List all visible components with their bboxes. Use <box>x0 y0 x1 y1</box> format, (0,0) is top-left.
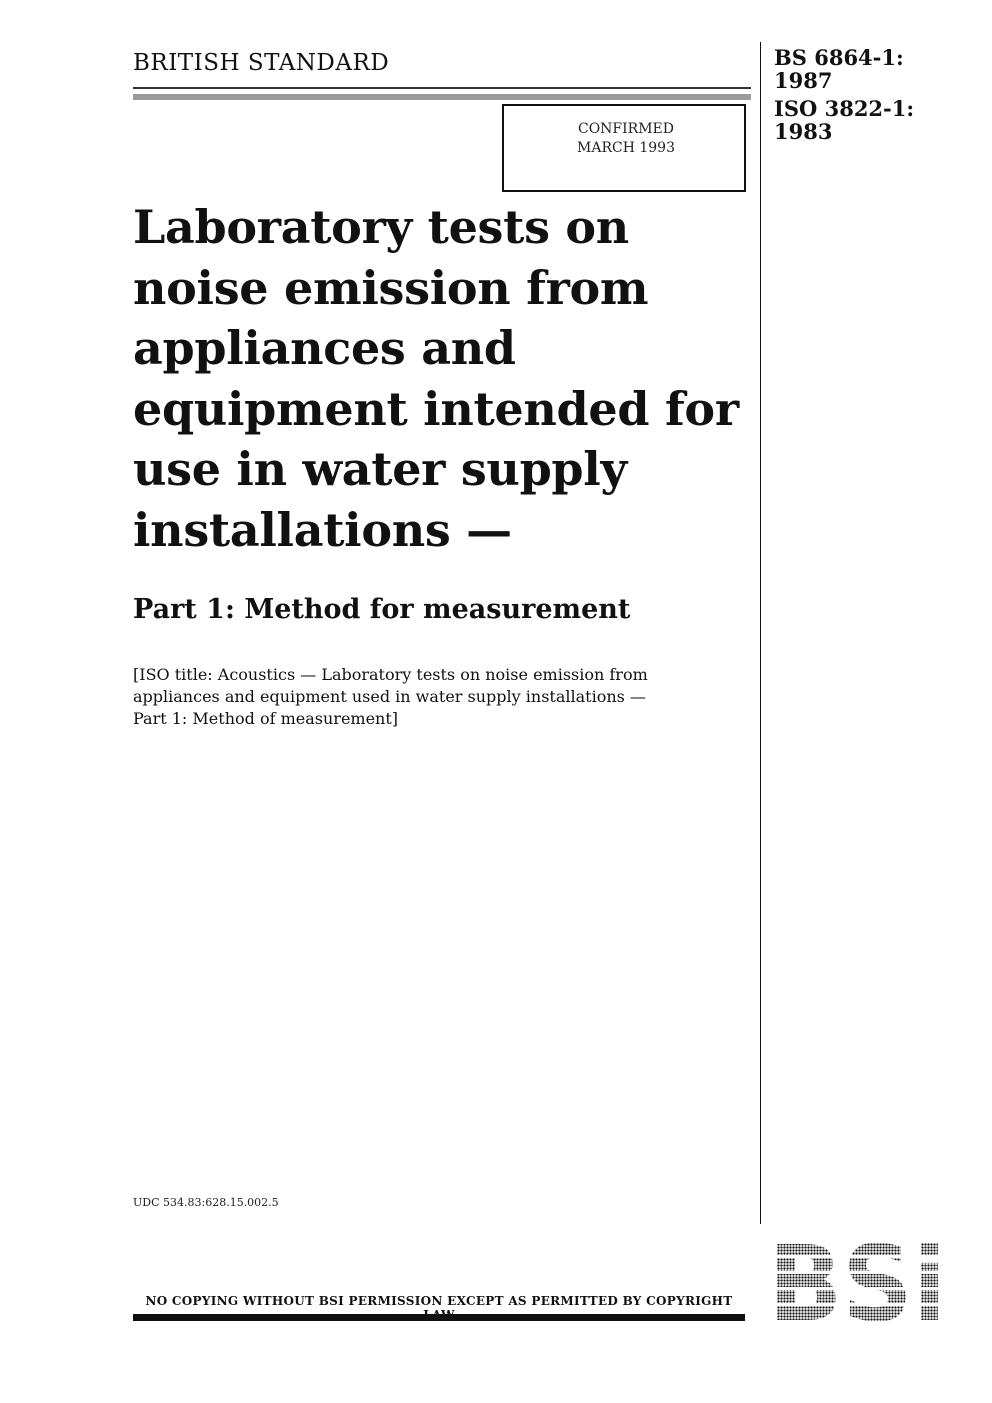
iso-title-line: Part 1: Method of measurement] <box>133 709 399 728</box>
iso-title-line: appliances and equipment used in water supply installations — <box>133 687 646 706</box>
iso-title-line: [ISO title: Acoustics — Laboratory tests on noise emission from <box>133 665 648 684</box>
copyright-notice: NO COPYING WITHOUT BSI PERMISSION EXCEPT AS PERMITTED BY COPYRIGHT <box>145 1294 733 1308</box>
main-title <box>133 197 760 560</box>
title-line: Laboratory tests on <box>133 200 629 254</box>
bs-number: BS 6864-1: <box>774 45 904 70</box>
iso-year: 1983 <box>774 119 833 144</box>
header-rule-thin <box>133 87 751 89</box>
column-divider <box>760 42 761 1224</box>
bsi-logo-icon <box>768 1243 946 1323</box>
bs-year: 1987 <box>774 68 833 93</box>
iso-title <box>133 664 753 730</box>
title-line: appliances and <box>133 321 516 375</box>
part-title: Part 1: Method for measurement <box>133 594 631 625</box>
confirmed-stamp <box>502 120 750 158</box>
title-line: noise emission from <box>133 260 649 315</box>
title-line: installations — <box>133 502 512 557</box>
confirmed-date: MARCH 1993 <box>577 140 675 156</box>
iso-number: ISO 3822-1: <box>774 96 915 121</box>
title-line: use in water supply <box>133 442 627 496</box>
confirmed-line: CONFIRMED <box>577 121 674 137</box>
header-rule-grey <box>133 94 751 100</box>
udc-code: UDC 534.83:628.15.002.5 <box>133 1196 279 1209</box>
standard-numbers <box>774 46 984 143</box>
footer-rule <box>133 1314 745 1321</box>
title-line: equipment intended for <box>133 381 739 436</box>
document-header-label: BRITISH STANDARD <box>133 50 390 76</box>
